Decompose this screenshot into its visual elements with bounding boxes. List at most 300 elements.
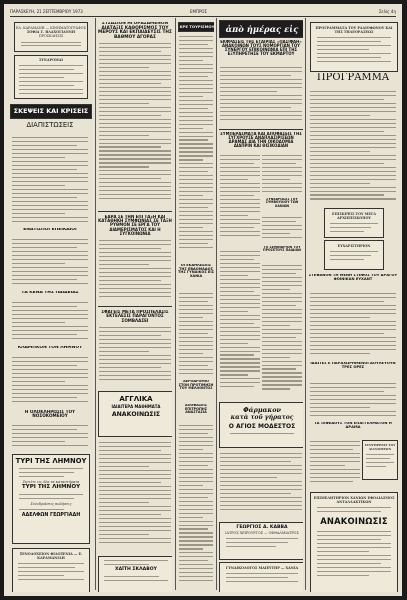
- text-line: [179, 183, 213, 184]
- text-line: [12, 401, 88, 402]
- text-line: [99, 514, 161, 515]
- text-line: [179, 235, 213, 236]
- article-body: [179, 33, 213, 261]
- text-line: [262, 163, 296, 164]
- ad-title: Φάρμακον: [243, 406, 281, 414]
- text-line: [220, 67, 302, 68]
- text-line: [262, 305, 296, 306]
- text-line: [99, 474, 171, 475]
- text-line: [262, 309, 302, 310]
- text-line: [12, 251, 88, 252]
- text-line: [99, 146, 161, 147]
- header-masthead: ΕΜΠΡΟΣ: [190, 9, 208, 14]
- text-line: [310, 441, 360, 442]
- text-line: [310, 159, 396, 160]
- text-line: [262, 229, 302, 230]
- text-line: [179, 548, 203, 549]
- text-line: [310, 139, 396, 140]
- text-line: [310, 131, 384, 132]
- text-line: [99, 63, 171, 64]
- text-line: [220, 295, 260, 296]
- text-line: [220, 83, 302, 84]
- article-heading: ΤΑ ΞΕΦΕΔΟΥΣ ΤΟΝ ΕΠΑΓΓΕΛΜΑΤΟΝ Η ΔΡΑΜΑ: [314, 422, 392, 429]
- text-line: [310, 99, 384, 100]
- text-line: [99, 280, 161, 281]
- text-line: [21, 42, 81, 43]
- text-line: [99, 355, 171, 356]
- article-body: [310, 290, 396, 358]
- text-line: [220, 307, 260, 308]
- text-line: [99, 166, 149, 167]
- text-line: [21, 45, 81, 46]
- text-line: [262, 325, 290, 326]
- text-line: [310, 445, 360, 446]
- text-line: [12, 357, 88, 358]
- column-divider: [216, 18, 217, 590]
- text-line: [19, 69, 74, 70]
- text-line: [179, 88, 213, 89]
- header-date: ΠΑΡΑΣΚΕΥΗ, 21 ΣΕΠΤΕΜΒΡΙΟΥ 1973: [10, 9, 83, 14]
- notice-title: ΣΥΝΤΗΡΗΣΙΣ ΤΟΥ ΔΙΑΝΟΜΕΩΝ: [364, 443, 396, 452]
- text-line: [310, 143, 396, 144]
- text-line: [179, 536, 213, 537]
- text-line: [99, 252, 171, 253]
- article-heading: ΟΙ ΕΚΔΗΛΩΣΕΙΣ ΤΗΣ ΕΒΔΟΜΑΔΟΣ ΤΗΣ ΓΥΝΑΙΚΟΣ ΕΙΣ ΧΑΝΙΑ: [178, 264, 214, 279]
- text-line: [99, 127, 171, 128]
- text-line: [12, 314, 88, 315]
- text-line: [12, 437, 88, 438]
- notice-line: ΠΡΟΣΚΛΗΣΙΣ: [38, 34, 64, 39]
- text-line: [12, 165, 88, 166]
- text-line: [12, 397, 77, 398]
- text-line: [220, 315, 260, 316]
- text-line: [179, 445, 213, 446]
- text-line: [220, 493, 291, 494]
- text-line: [317, 575, 369, 576]
- text-line: [262, 171, 302, 172]
- text-line: [12, 381, 65, 382]
- text-line: [179, 489, 213, 490]
- text-line: [179, 199, 213, 200]
- text-line: [220, 465, 302, 466]
- text-line: [179, 136, 213, 137]
- text-line: [220, 235, 260, 236]
- notice-subtitle: ΙΔΙΑΙΤΕΡΑ ΜΑΘΗΜΑΤΑ: [111, 404, 161, 410]
- article-body: [220, 450, 302, 520]
- text-line: [99, 260, 171, 261]
- text-line: [310, 127, 396, 128]
- article-heading: ΣΦΑΓΕΙΣ ΜΕΤΑ ΠΡΟΣΠΕΛΑΣΙΣ ΕΚΤΕΛΕΣΙΣ ΠΑΡΑΓΟΝΤΟΣ ΣΟΜΒΛΑΣΕΙ: [101, 310, 169, 323]
- text-line: [12, 185, 65, 186]
- text-line: [262, 365, 302, 366]
- text-line: [12, 369, 88, 370]
- text-line: [220, 299, 260, 300]
- text-line: [310, 151, 370, 152]
- notice-title: ΠΡΟΓΡΑΜΜΑΤΑ ΤΟΥ ΡΑΔΙΟΦΩΝΟΥ ΚΑΙ ΤΗΣ ΤΗΛΕΟΡΑΣΕΩΣ: [315, 26, 393, 35]
- text-line: [220, 303, 260, 304]
- text-line: [12, 326, 88, 327]
- text-line: [99, 343, 171, 344]
- text-line: [179, 175, 213, 176]
- text-line: [179, 297, 213, 298]
- text-line: [317, 551, 369, 552]
- text-line: [99, 510, 171, 511]
- text-line: [310, 321, 396, 322]
- text-line: [99, 379, 171, 380]
- text-line: [220, 509, 302, 510]
- text-line: [310, 469, 360, 470]
- text-line: [99, 454, 171, 455]
- text-line: [99, 530, 171, 531]
- text-line: [220, 358, 260, 359]
- text-line: [179, 36, 213, 37]
- text-line: [99, 139, 171, 140]
- text-line: [12, 145, 77, 146]
- text-line: [366, 462, 394, 463]
- article-body: [220, 64, 302, 126]
- text-line: [99, 75, 171, 76]
- text-line: [220, 167, 260, 168]
- text-line: [262, 191, 302, 192]
- text-line: [220, 271, 260, 272]
- ad-title: ΓΕΩΡΓΙΟΣ Δ. ΚΑΒΒΑ: [236, 525, 288, 530]
- text-line: [310, 395, 396, 396]
- text-line: [99, 450, 161, 451]
- text-line: [310, 135, 396, 136]
- text-line: [179, 457, 213, 458]
- text-line: [220, 351, 260, 352]
- advertisement-doctor: [219, 522, 303, 560]
- text-line: [99, 87, 171, 88]
- text-line: [310, 391, 384, 392]
- text-line: [99, 43, 171, 44]
- text-line: [220, 159, 260, 160]
- article-heading: ΕΝΑΤΙΣΠΟΙ ΕΠΕΙΚΑΙΟΙ: [23, 228, 77, 232]
- text-line: [262, 372, 302, 373]
- text-line: [179, 528, 208, 529]
- text-line: [262, 333, 302, 334]
- text-line: [220, 283, 260, 284]
- text-line: [179, 568, 213, 569]
- text-line: [262, 265, 302, 266]
- text-line: [262, 217, 302, 218]
- text-line: [262, 179, 290, 180]
- text-line: [262, 388, 290, 389]
- text-line: [99, 502, 149, 503]
- text-line: [179, 473, 213, 474]
- text-line: [220, 323, 254, 324]
- text-line: [99, 111, 171, 112]
- text-line: [317, 511, 381, 512]
- text-line: [262, 175, 302, 176]
- text-line: [310, 123, 396, 124]
- text-line: [179, 552, 213, 553]
- text-line: [310, 349, 396, 350]
- newspaper-page: [4, 4, 402, 596]
- text-line: [220, 175, 260, 176]
- text-line: [220, 473, 302, 474]
- text-line: [262, 353, 302, 354]
- text-line: [179, 576, 213, 577]
- text-line: [18, 567, 75, 568]
- text-line: [179, 465, 208, 466]
- notice-title: ΕΠΙΣΚΕΨΙΣ ΤΟΥ ΜΕΓΑ ΑΡΧΙΕΠΙΣΚΟΠΟΥ: [331, 212, 376, 221]
- text-line: [104, 580, 168, 581]
- text-line: [317, 547, 391, 548]
- text-line: [310, 415, 396, 416]
- text-line: [12, 263, 65, 264]
- text-line: [179, 40, 213, 41]
- text-line: [99, 446, 171, 447]
- text-line: [226, 577, 288, 578]
- horizontal-rule: [219, 129, 303, 130]
- text-line: [179, 369, 213, 370]
- text-line: [262, 376, 302, 377]
- program-heading: ΠΡΟΓΡΑΜΜΑ: [316, 73, 390, 83]
- text-line: [99, 351, 149, 352]
- article-body: [12, 299, 88, 343]
- text-line: [220, 215, 248, 216]
- text-line: [19, 65, 83, 66]
- article-body: [12, 236, 88, 288]
- column-divider: [305, 18, 306, 590]
- text-line: [179, 521, 213, 522]
- text-line: [310, 107, 396, 108]
- text-line: [317, 555, 391, 556]
- text-line: [226, 546, 276, 547]
- text-line: [12, 189, 88, 190]
- text-line: [99, 264, 149, 265]
- text-line: [220, 99, 302, 100]
- article-heading: ΑΕΡΟΔΡΟΜΙΟ ΣΤΟΝ ΠΡΟΤΙΜΗΣΗ ΤΟΥ ΜΕΛΛΟΝΤΟΣ: [178, 380, 214, 391]
- text-line: [317, 535, 391, 536]
- text-line: [310, 115, 370, 116]
- article-heading: ΣΤΣΑΣΙΟΝ ΗΓΟΡΑΣΑΜΕΝΟΝ ΔΙΑΤΑΞΙΣ ΚΑΘΟΡΙΣΜΟΣ ΤΟΥ ΜΕΡΟΥΣ ΚΑΙ ΕΚΠΑΙΔΕΥΣΙΣ ΤΗΣ ΒΑΘΜΟΥ ΑΓΟΡΑΣ: [98, 22, 172, 40]
- text-line: [262, 281, 302, 282]
- text-line: [12, 302, 88, 303]
- text-line: [317, 53, 391, 54]
- text-line: [310, 305, 396, 306]
- text-line: [99, 158, 171, 159]
- text-line: [262, 297, 302, 298]
- text-line: [19, 85, 74, 86]
- text-line: [262, 167, 302, 168]
- text-line: [310, 345, 396, 346]
- text-line: [317, 563, 381, 564]
- text-line: [220, 386, 254, 387]
- text-line: [99, 458, 171, 459]
- text-line: [179, 155, 213, 156]
- text-line: [12, 157, 65, 158]
- column-2: [98, 18, 172, 592]
- text-line: [220, 461, 291, 462]
- text-line: [12, 173, 88, 174]
- text-line: [179, 353, 203, 354]
- text-line: [330, 231, 364, 232]
- text-line: [179, 461, 213, 462]
- ad-subtitle: Ζητείτε εις όλα τα καταστήματα: [22, 480, 80, 485]
- text-line: [262, 183, 302, 184]
- text-line: [310, 309, 396, 310]
- text-line: [310, 407, 370, 408]
- ad-title: ΓΥΝΑΙΚΟΛΟΓΟΣ ΜΑΙΕΥΤΗΡ — ΧΑΝΙΑ: [225, 566, 299, 570]
- ad-subtitle: ΙΑΤΡΟΣ ΧΕΙΡΟΥΡΓΟΣ — ΟΦΘΑΛΜΙΑΤΡΟΣ: [225, 530, 299, 535]
- text-line: [179, 116, 213, 117]
- text-line: [12, 275, 88, 276]
- notice-english-lessons: [98, 391, 172, 437]
- text-line: [262, 289, 290, 290]
- text-line: [99, 284, 171, 285]
- text-line: [12, 334, 77, 335]
- text-line: [310, 325, 396, 326]
- text-line: [220, 219, 260, 220]
- text-line: [220, 382, 260, 383]
- text-line: [310, 171, 396, 172]
- text-line: [99, 470, 171, 471]
- notice-title: ΑΓΓΛΙΚΑ: [119, 395, 153, 403]
- text-line: [262, 277, 302, 278]
- text-line: [179, 96, 203, 97]
- article-body: [220, 248, 260, 398]
- text-line: [220, 227, 254, 228]
- text-line: [330, 259, 364, 260]
- text-line: [262, 384, 302, 385]
- advertisement-pharmacy: [219, 402, 303, 448]
- text-line: [99, 371, 171, 372]
- text-line: [179, 239, 213, 240]
- text-line: [179, 167, 213, 168]
- text-line: [220, 453, 302, 454]
- text-line: [310, 187, 396, 188]
- text-line: [179, 68, 213, 69]
- text-line: [99, 248, 161, 249]
- text-line: [19, 509, 64, 510]
- notice-box-bottom: [98, 556, 172, 592]
- article-heading: ΤΟ ΣΕΜΙΝΑΡΙΟΝ ΤΟΥ ΠΡΟΣΕΤΟΥΣ ΠΑΙΔΙΩΝ: [263, 246, 301, 253]
- section-subtitle: ΔΙΑΠΙΣΤΩΣΕΙΣ: [26, 122, 74, 129]
- text-line: [179, 104, 213, 105]
- notice-line: ΣΟΦΙΑ Γ. ΒΛΑΧΟΓΙΑΝΝΗ: [26, 30, 76, 35]
- text-line: [99, 339, 171, 340]
- text-line: [226, 581, 298, 582]
- text-line: [179, 321, 213, 322]
- text-line: [220, 207, 260, 208]
- text-line: [99, 359, 171, 360]
- text-line: [310, 175, 396, 176]
- text-line: [262, 301, 302, 302]
- text-line: [310, 465, 345, 466]
- text-line: [12, 267, 88, 268]
- text-line: [179, 357, 213, 358]
- text-line: [179, 337, 213, 338]
- text-line: [310, 179, 396, 180]
- text-line: [262, 273, 296, 274]
- text-line: [179, 128, 203, 129]
- notice-title: ΣΥΝΔΡΟΜΑΙ: [38, 58, 64, 62]
- text-line: [12, 205, 88, 206]
- text-line: [179, 517, 203, 518]
- text-line: [99, 244, 171, 245]
- text-line: [19, 472, 74, 473]
- text-line: [179, 120, 213, 121]
- text-line: [179, 223, 213, 224]
- text-line: [220, 95, 302, 96]
- text-line: [99, 170, 171, 171]
- text-line: [99, 51, 161, 52]
- text-line: [262, 155, 302, 156]
- article-heading: ΑΠΟΦΑΣΕΙΣ ΕΠΙΤΡΟΠΗΣ ΑΝΑΣΤΑΣΙΑ: [184, 404, 208, 415]
- text-line: [179, 509, 213, 510]
- text-line: [317, 41, 381, 42]
- text-line: [12, 389, 88, 390]
- article-body: [179, 422, 213, 590]
- text-line: [310, 411, 396, 412]
- text-line: [220, 119, 302, 120]
- text-line: [12, 141, 88, 142]
- text-line: [179, 243, 208, 244]
- text-line: [317, 567, 391, 568]
- notice-subtitle: ΕΠΙΜΕΛΗΤΗΡΙΟΝ ΧΑΝΙΩΝ ΕΦΟΔΙΑΣΜΟΣ ΑΝΤΑΛΛΑΚΤΙΚΩΝ: [313, 496, 395, 505]
- text-line: [310, 317, 370, 318]
- text-line: [220, 231, 260, 232]
- text-line: [310, 383, 396, 384]
- text-line: [179, 305, 213, 306]
- text-line: [12, 177, 88, 178]
- article-body: [99, 324, 171, 386]
- column-divider: [95, 18, 96, 590]
- notice-distributors: [362, 440, 398, 480]
- text-line: [310, 341, 396, 342]
- text-line: [310, 91, 396, 92]
- text-line: [310, 473, 360, 474]
- text-line: [220, 335, 260, 336]
- text-line: [99, 55, 171, 56]
- text-line: [12, 137, 88, 138]
- text-line: [179, 147, 213, 148]
- column-divider: [175, 18, 176, 590]
- text-line: [220, 275, 248, 276]
- text-line: [12, 193, 88, 194]
- text-line: [99, 462, 171, 463]
- text-line: [262, 349, 302, 350]
- text-line: [220, 115, 302, 116]
- text-line: [179, 481, 213, 482]
- text-line: [179, 92, 213, 93]
- text-line: [12, 373, 88, 374]
- text-line: [317, 49, 369, 50]
- text-line: [12, 322, 65, 323]
- text-line: [99, 123, 171, 124]
- article-heading: ΕΚΦΡΑΣΕΙΣ ΤΗΣ ΕΤΑΙΡΙΑΣ «ΠΑΣΙΦΑΗ» ΑΝΑΚΟΙΝΩΝ ΤΟΥΣ ΝΟΜΟΡΓΙΑΝ ΤΟΥ ΣΥΝΕΡΓΟΥ ΕΠΙΚΟΙΝΩΝΙΑ ΕΠΙ ΤΗΣ ΕΞΥΠΗΡΕΤΗΣΕ ΤΟΥ ΕΚΜΑΡΤΟΥ: [220, 40, 302, 57]
- text-line: [220, 457, 302, 458]
- text-line: [12, 181, 88, 182]
- text-line: [310, 103, 396, 104]
- text-line: [179, 373, 213, 374]
- text-line: [99, 466, 149, 467]
- text-line: [179, 231, 213, 232]
- text-line: [179, 159, 203, 160]
- text-line: [99, 276, 171, 277]
- text-line: [330, 227, 371, 228]
- text-line: [317, 57, 381, 58]
- text-line: [310, 198, 396, 199]
- text-line: [310, 167, 396, 168]
- text-line: [310, 353, 370, 354]
- text-line: [179, 556, 213, 557]
- text-line: [179, 317, 203, 318]
- text-line: [99, 194, 171, 195]
- article-heading: ΙΔΙΩΤΕΣ Ε ΠΑΡΑΧΩΡΗΜΕΝΟΙ ΔΟΥΛΕΥΟΥΝ ΤΡΕΣ ΟΡΕΣ: [310, 362, 396, 369]
